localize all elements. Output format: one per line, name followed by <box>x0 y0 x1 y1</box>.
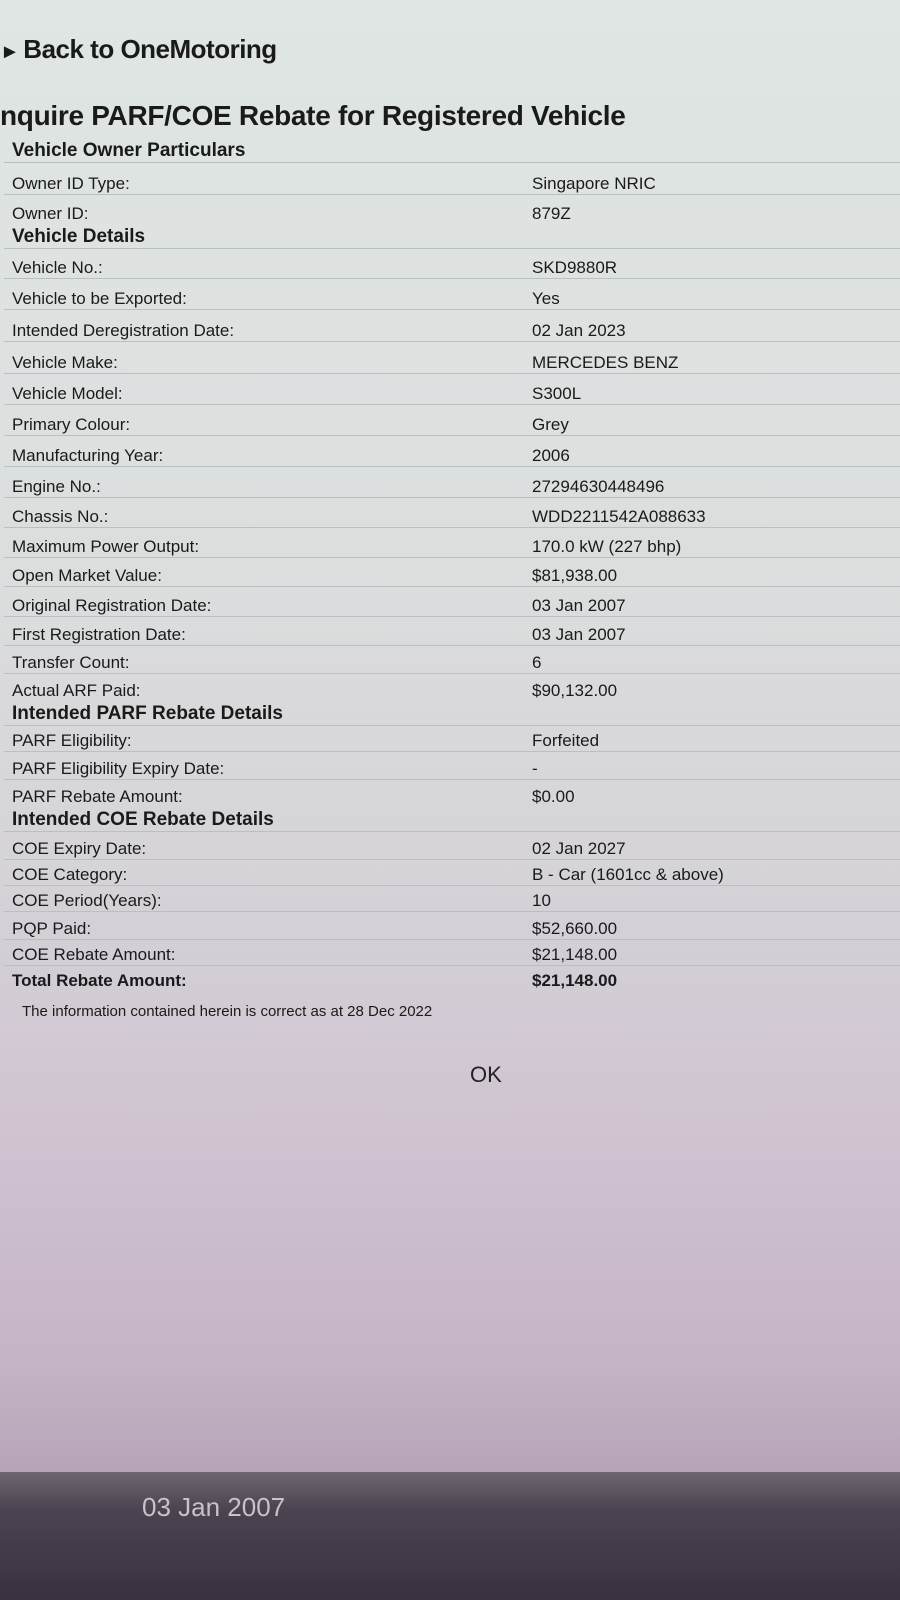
row-label: Owner ID: <box>12 204 89 223</box>
row-label: Original Registration Date: <box>12 596 212 615</box>
row-label: Engine No.: <box>12 477 101 496</box>
total-row <box>4 965 900 991</box>
row-label: PARF Rebate Amount: <box>12 787 183 806</box>
table-row <box>4 497 900 527</box>
table-row <box>4 341 900 373</box>
taskbar <box>0 1472 900 1600</box>
row-value: $81,938.00 <box>532 566 618 585</box>
section-owner-header <box>4 138 900 162</box>
row-value: $21,148.00 <box>532 945 618 964</box>
row-value: - <box>532 759 538 778</box>
row-value: MERCEDES BENZ <box>532 353 679 372</box>
table-row <box>4 885 900 911</box>
row-value: 10 <box>532 891 551 910</box>
row-value: SKD9880R <box>532 258 618 277</box>
row-label: Owner ID Type: <box>12 174 130 193</box>
row-value: B - Car (1601cc & above) <box>532 865 724 884</box>
table-row <box>4 309 900 341</box>
row-value: 03 Jan 2007 <box>532 625 626 644</box>
table-row <box>4 527 900 557</box>
section-title: Vehicle Owner Particulars <box>12 140 246 161</box>
section-title: Intended COE Rebate Details <box>12 809 274 830</box>
row-label: Maximum Power Output: <box>12 537 200 556</box>
row-label: Vehicle No.: <box>12 258 103 277</box>
table-row <box>4 586 900 616</box>
table-row <box>4 779 900 807</box>
row-value: 170.0 kW (227 bhp) <box>532 537 682 556</box>
row-label: First Registration Date: <box>12 625 186 644</box>
page-title: nquire PARF/COE Rebate for Registered Vehicle <box>0 100 626 131</box>
section-parf-header <box>4 701 900 725</box>
row-value: 879Z <box>532 204 571 223</box>
back-to-onemotoring-link[interactable] <box>0 34 277 65</box>
row-label: COE Category: <box>12 865 128 884</box>
row-value: $90,132.00 <box>532 681 618 700</box>
taskbar-date: 03 Jan 2007 <box>142 1492 286 1522</box>
row-value: $52,660.00 <box>532 919 618 938</box>
table-row <box>4 194 900 224</box>
section-vehicle-header <box>4 224 900 248</box>
table-row <box>4 248 900 278</box>
row-label: Chassis No.: <box>12 507 109 526</box>
table-row <box>4 751 900 779</box>
row-label: Transfer Count: <box>12 653 130 672</box>
row-label: Primary Colour: <box>12 415 131 434</box>
row-value: S300L <box>532 384 582 403</box>
row-label: Actual ARF Paid: <box>12 681 141 700</box>
row-label: PQP Paid: <box>12 919 92 938</box>
ok-button[interactable]: OK <box>470 1062 502 1087</box>
rebate-details-table <box>4 138 900 991</box>
table-row <box>4 725 900 751</box>
row-value: Forfeited <box>532 731 600 750</box>
table-row <box>4 939 900 965</box>
info-note: The information contained herein is correct as at 28 Dec 2022 <box>22 1003 433 1020</box>
total-label: Total Rebate Amount: <box>12 971 187 990</box>
table-row <box>4 435 900 466</box>
table-row <box>4 373 900 404</box>
row-label: PARF Eligibility Expiry Date: <box>12 759 225 778</box>
row-label: Open Market Value: <box>12 566 162 585</box>
row-label: COE Expiry Date: <box>12 839 147 858</box>
table-row <box>4 162 900 194</box>
table-row <box>4 616 900 645</box>
row-value: Yes <box>532 289 560 308</box>
back-link-label: Back to OneMotoring <box>23 34 277 64</box>
table-row <box>4 859 900 885</box>
row-value: $0.00 <box>532 787 575 806</box>
row-value: 2006 <box>532 446 570 465</box>
row-value: Grey <box>532 415 569 434</box>
table-row <box>4 466 900 497</box>
row-label: Intended Deregistration Date: <box>12 321 235 340</box>
table-row <box>4 831 900 859</box>
total-value: $21,148.00 <box>532 971 618 990</box>
row-label: Manufacturing Year: <box>12 446 164 465</box>
row-label: COE Period(Years): <box>12 891 162 910</box>
table-row <box>4 645 900 673</box>
row-value: 6 <box>532 653 542 672</box>
row-label: Vehicle to be Exported: <box>12 289 187 308</box>
row-value: Singapore NRIC <box>532 174 656 193</box>
table-row <box>4 278 900 309</box>
row-label: PARF Eligibility: <box>12 731 132 750</box>
row-value: 27294630448496 <box>532 477 665 496</box>
table-row <box>4 404 900 435</box>
row-value: 03 Jan 2007 <box>532 596 626 615</box>
section-title: Vehicle Details <box>12 226 146 247</box>
table-row <box>4 557 900 586</box>
section-title: Intended PARF Rebate Details <box>12 703 283 724</box>
table-row <box>4 673 900 701</box>
row-value: WDD2211542A088633 <box>532 507 706 526</box>
row-label: COE Rebate Amount: <box>12 945 176 964</box>
row-value: 02 Jan 2023 <box>532 321 626 340</box>
arrow-right-icon: ► <box>0 41 20 63</box>
section-coe-header <box>4 807 900 831</box>
row-value: 02 Jan 2027 <box>532 839 626 858</box>
table-row <box>4 911 900 939</box>
row-label: Vehicle Model: <box>12 384 123 403</box>
row-label: Vehicle Make: <box>12 353 118 372</box>
